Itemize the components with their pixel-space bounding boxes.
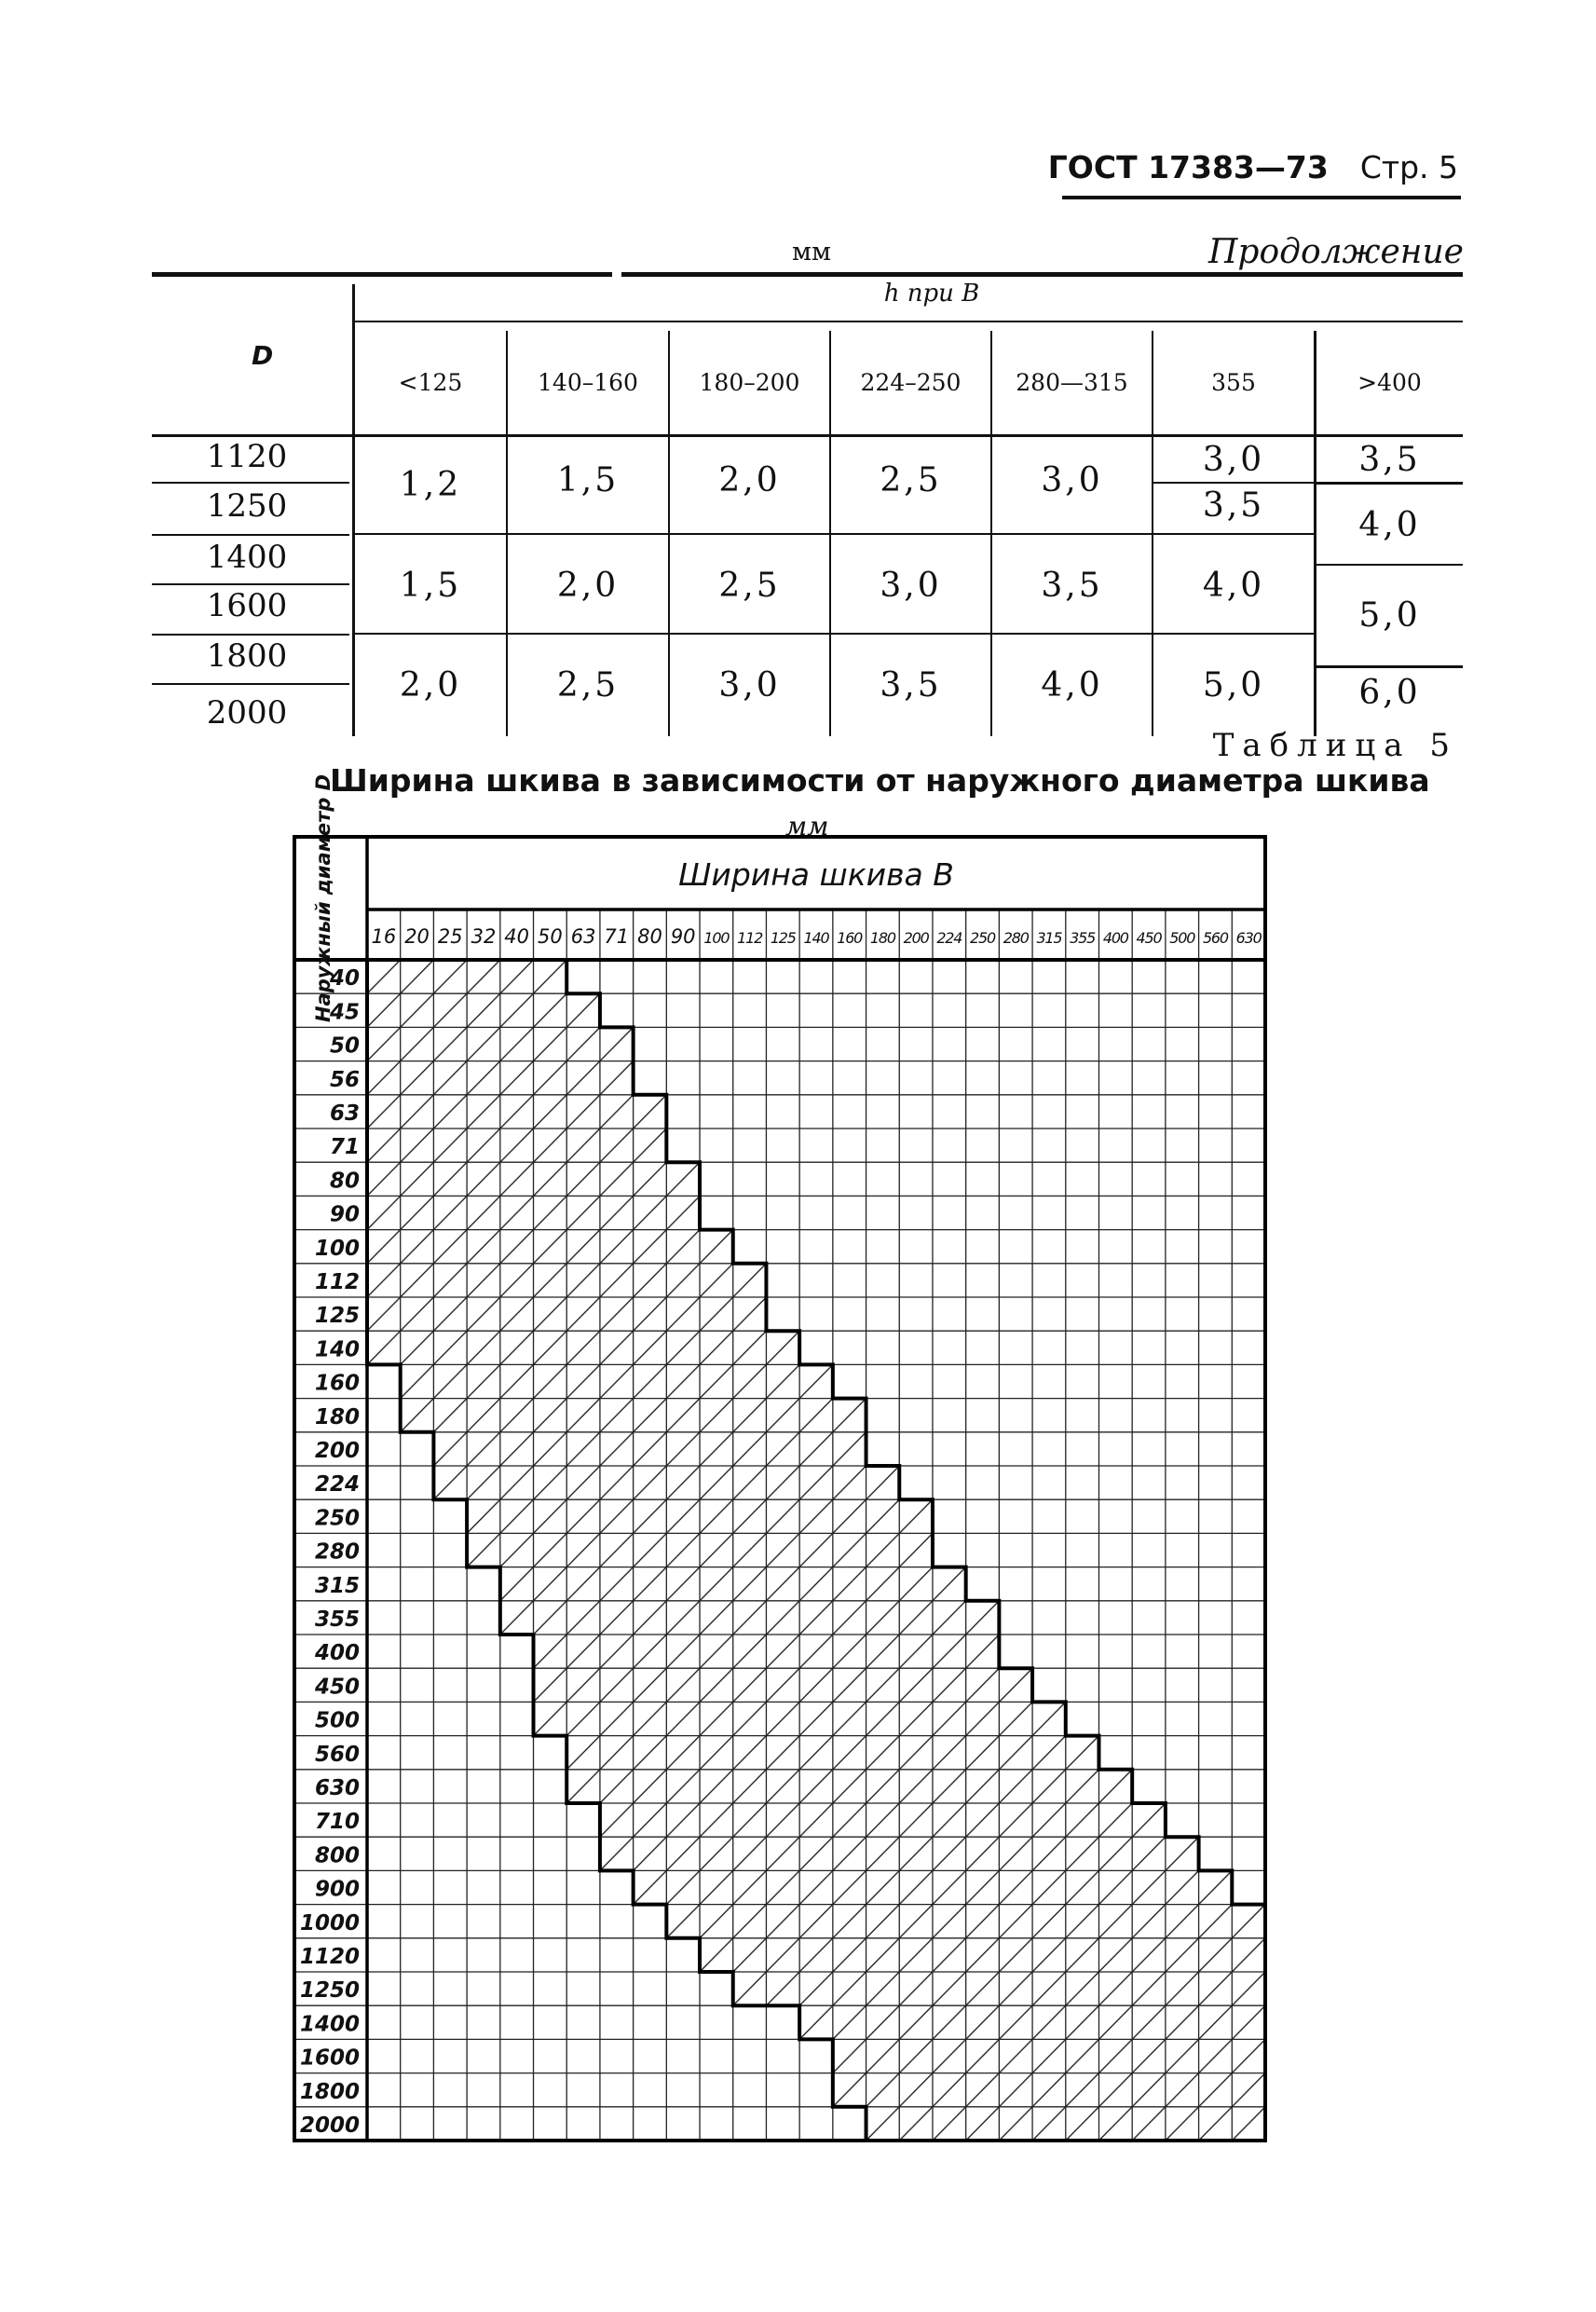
d-value: 1400	[206, 539, 288, 576]
diameter-tick-label: 200	[314, 1438, 360, 1463]
h-value: 1,5	[556, 460, 620, 499]
width-tick-label: 315	[1036, 929, 1062, 947]
width-tick-label: 90	[670, 925, 696, 948]
d-value: 2000	[206, 694, 288, 732]
h-value: 4,0	[1041, 665, 1103, 705]
diameter-tick-label: 140	[314, 1337, 360, 1362]
h-value: 1,2	[399, 465, 462, 504]
width-tick-label: 71	[604, 925, 630, 948]
diameter-tick-label: 45	[329, 1000, 360, 1025]
h-value: 3,0	[718, 665, 781, 705]
h-value: 3,5	[1041, 566, 1103, 605]
diameter-tick-label: 315	[314, 1573, 360, 1598]
table5-title: Ширина шкива в зависимости от наружного диаметра шкива	[330, 762, 1430, 799]
width-tick-label: 160	[837, 929, 863, 947]
chart-title: Ширина шкива B	[678, 856, 954, 893]
width-tick-label: 140	[803, 929, 829, 947]
diameter-tick-label: 40	[329, 966, 360, 992]
diameter-tick-label: 2000	[299, 2113, 360, 2138]
diameter-tick-label: 1800	[299, 2079, 360, 2104]
width-tick-label: 630	[1235, 929, 1262, 947]
diameter-tick-label: 160	[314, 1371, 360, 1396]
diameter-tick-label: 900	[314, 1877, 360, 1902]
allowed-range-100	[367, 1230, 733, 1264]
width-tick-label: 280	[1003, 929, 1029, 947]
diameter-tick-label: 710	[314, 1810, 360, 1835]
row-header-label: Наружный диаметр D	[312, 773, 334, 1023]
diameter-tick-label: 800	[314, 1843, 360, 1868]
d-value: 1800	[206, 637, 288, 675]
col-header: 140–160	[538, 368, 638, 396]
d-value: 1120	[206, 438, 288, 475]
diameter-tick-label: 1400	[299, 2012, 360, 2037]
width-tick-label: 180	[869, 929, 895, 947]
h-value: 2,0	[399, 665, 462, 705]
diameter-tick-label: 250	[314, 1506, 360, 1531]
col-header: >400	[1357, 368, 1422, 396]
allowed-range-63	[367, 1095, 666, 1129]
diameter-tick-label: 56	[329, 1067, 360, 1092]
allowed-range-1600	[833, 2039, 1265, 2073]
allowed-range-1800	[833, 2073, 1265, 2107]
diameter-tick-label: 1600	[299, 2045, 360, 2071]
diameter-tick-label: 90	[329, 1202, 360, 1227]
diameter-tick-label: 112	[314, 1269, 360, 1294]
continuation-label: Продолжение	[1208, 233, 1464, 271]
diameter-tick-label: 630	[314, 1775, 360, 1800]
h-value: 3,5	[1358, 440, 1421, 479]
width-tick-label: 80	[637, 925, 662, 948]
diameter-tick-label: 400	[314, 1641, 360, 1666]
standard-number: ГОСТ 17383—73	[1047, 149, 1329, 185]
allowed-range-140	[367, 1331, 799, 1364]
diameter-tick-label: 180	[314, 1404, 360, 1430]
diameter-tick-label: 63	[329, 1101, 360, 1126]
table5-unit: мм	[785, 811, 829, 841]
h-value: 1,5	[399, 566, 462, 605]
width-tick-label: 250	[970, 929, 995, 947]
width-tick-label: 16	[371, 925, 397, 948]
h-value: 6,0	[1358, 673, 1421, 712]
h-value: 2,0	[718, 460, 781, 499]
h-value: 3,5	[880, 665, 942, 705]
allowed-range-630	[566, 1770, 1132, 1803]
allowed-range-71	[367, 1129, 666, 1162]
d-value: 1250	[206, 487, 288, 525]
diameter-tick-label: 224	[314, 1472, 360, 1498]
h-value: 2,5	[718, 566, 781, 605]
width-tick-label: 63	[570, 925, 596, 948]
allowed-range-450	[534, 1668, 1033, 1702]
width-tick-label: 400	[1102, 929, 1128, 947]
h-value: 4,0	[1358, 505, 1421, 544]
col-header: 180–200	[699, 368, 800, 396]
allowed-range-200	[433, 1432, 866, 1466]
width-tick-label: 112	[737, 929, 763, 947]
col-header: <125	[398, 368, 463, 396]
h-value: 3,0	[1041, 460, 1103, 499]
diameter-tick-label: 125	[314, 1304, 360, 1329]
width-tick-label: 32	[471, 925, 497, 948]
h-value: 5,0	[1202, 665, 1265, 705]
width-tick-label: 224	[936, 929, 962, 947]
diameter-tick-label: 100	[314, 1236, 360, 1261]
width-tick-label: 40	[504, 925, 530, 948]
h-header-text: h при B	[883, 280, 980, 308]
width-tick-label: 500	[1169, 929, 1195, 947]
diameter-tick-label: 500	[314, 1708, 360, 1733]
width-tick-label: 200	[903, 929, 929, 947]
width-tick-label: 560	[1202, 929, 1228, 947]
diameter-tick-label: 560	[314, 1742, 360, 1767]
h-value: 5,0	[1358, 596, 1421, 635]
table5-label: Таблица 5	[1212, 727, 1458, 764]
width-tick-label: 355	[1070, 929, 1096, 947]
d-header: D	[252, 340, 274, 371]
col-header: 355	[1211, 368, 1256, 396]
col-header: 224–250	[860, 368, 962, 396]
diameter-tick-label: 450	[314, 1675, 360, 1700]
diameter-tick-label: 1120	[299, 1944, 360, 1969]
width-tick-label: 125	[770, 929, 796, 947]
width-tick-label: 100	[703, 929, 730, 947]
table4-unit: мм	[792, 238, 832, 267]
diameter-tick-label: 1000	[299, 1910, 360, 1936]
diameter-tick-label: 355	[314, 1607, 360, 1632]
page-number: Стр. 5	[1359, 149, 1458, 185]
diameter-tick-label: 71	[329, 1135, 360, 1160]
width-tick-label: 20	[404, 925, 430, 948]
allowed-range-355	[500, 1601, 1000, 1635]
h-value: 3,0	[1202, 440, 1265, 479]
diameter-tick-label: 80	[329, 1169, 360, 1194]
diameter-tick-label: 50	[329, 1033, 360, 1059]
allowed-range-160	[401, 1364, 833, 1398]
d-value: 1600	[206, 587, 288, 624]
h-value: 2,0	[556, 566, 620, 605]
h-value: 3,0	[880, 566, 942, 605]
diameter-tick-label: 280	[314, 1539, 360, 1565]
width-tick-label: 50	[538, 925, 563, 948]
col-header: 280—315	[1016, 368, 1128, 396]
diameter-tick-label: 1250	[299, 1978, 360, 2004]
allowed-range-45	[367, 993, 600, 1027]
width-tick-label: 25	[437, 925, 463, 948]
h-value: 3,5	[1202, 486, 1265, 525]
h-value: 4,0	[1202, 566, 1265, 605]
allowed-range-1120	[700, 1938, 1265, 1972]
h-value: 2,5	[556, 665, 620, 705]
width-tick-label: 450	[1136, 929, 1162, 947]
allowed-range-710	[600, 1803, 1166, 1837]
h-value: 2,5	[880, 460, 942, 499]
